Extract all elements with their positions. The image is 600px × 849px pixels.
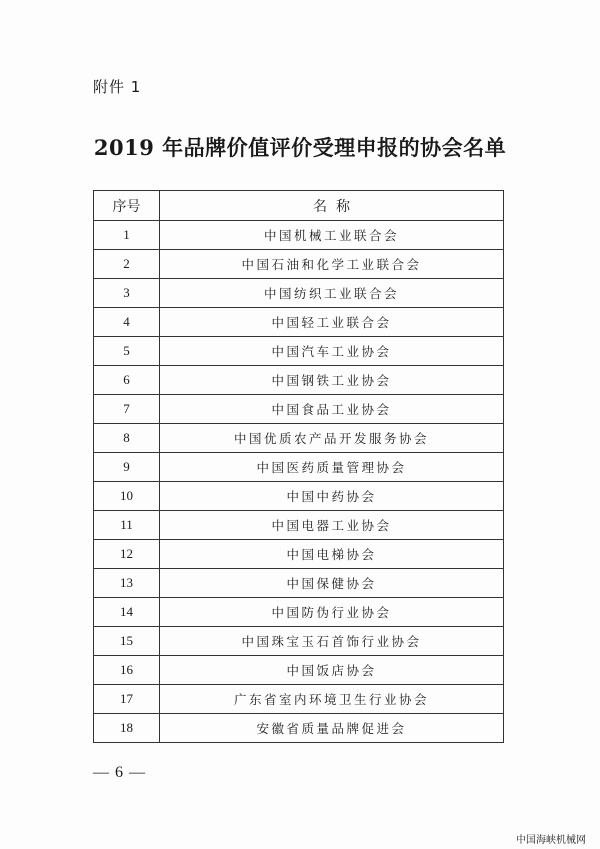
table-row bbox=[94, 453, 504, 482]
table-row bbox=[94, 308, 504, 337]
table-row bbox=[94, 221, 504, 250]
row-seq-cell: 7 bbox=[94, 395, 160, 424]
row-name-cell: 中国优质农产品开发服务协会 bbox=[160, 424, 504, 453]
document-title: 2019 年品牌价值评价受理申报的协会名单 bbox=[93, 135, 507, 160]
row-seq-cell: 17 bbox=[94, 685, 160, 714]
row-name-cell: 安徽省质量品牌促进会 bbox=[160, 714, 504, 743]
row-seq-cell: 16 bbox=[94, 656, 160, 685]
table-row bbox=[94, 685, 504, 714]
row-seq-cell: 8 bbox=[94, 424, 160, 453]
row-name-cell: 中国食品工业协会 bbox=[160, 395, 504, 424]
table-row bbox=[94, 598, 504, 627]
table-row bbox=[94, 656, 504, 685]
table-row bbox=[94, 279, 504, 308]
row-seq-cell: 2 bbox=[94, 250, 160, 279]
row-name-cell: 中国汽车工业协会 bbox=[160, 337, 504, 366]
row-name-cell: 中国电器工业协会 bbox=[160, 511, 504, 540]
table-row bbox=[94, 395, 504, 424]
row-name-cell: 中国轻工业联合会 bbox=[160, 308, 504, 337]
table-row bbox=[94, 337, 504, 366]
table-row bbox=[94, 424, 504, 453]
row-seq-cell: 4 bbox=[94, 308, 160, 337]
row-seq-cell: 18 bbox=[94, 714, 160, 743]
row-name-cell: 中国石油和化学工业联合会 bbox=[160, 250, 504, 279]
page-number: — 6 — bbox=[93, 764, 146, 781]
row-seq-cell: 15 bbox=[94, 627, 160, 656]
row-seq-cell: 11 bbox=[94, 511, 160, 540]
table-row bbox=[94, 511, 504, 540]
association-table bbox=[93, 190, 504, 743]
row-seq-cell: 12 bbox=[94, 540, 160, 569]
table-row bbox=[94, 569, 504, 598]
row-seq-cell: 10 bbox=[94, 482, 160, 511]
table-body bbox=[94, 221, 504, 743]
column-header-name: 名 称 bbox=[160, 191, 504, 221]
row-seq-cell: 3 bbox=[94, 279, 160, 308]
row-name-cell: 中国机械工业联合会 bbox=[160, 221, 504, 250]
row-seq-cell: 13 bbox=[94, 569, 160, 598]
row-seq-cell: 9 bbox=[94, 453, 160, 482]
row-name-cell: 中国纺织工业联合会 bbox=[160, 279, 504, 308]
row-seq-cell: 14 bbox=[94, 598, 160, 627]
row-name-cell: 中国电梯协会 bbox=[160, 540, 504, 569]
table-header-row bbox=[94, 191, 504, 221]
row-name-cell: 中国保健协会 bbox=[160, 569, 504, 598]
row-seq-cell: 1 bbox=[94, 221, 160, 250]
row-name-cell: 中国中药协会 bbox=[160, 482, 504, 511]
table-row bbox=[94, 627, 504, 656]
attachment-label: 附件 1 bbox=[93, 78, 142, 96]
table-row bbox=[94, 250, 504, 279]
row-name-cell: 中国珠宝玉石首饰行业协会 bbox=[160, 627, 504, 656]
table-row bbox=[94, 540, 504, 569]
table-row bbox=[94, 482, 504, 511]
row-name-cell: 中国防伪行业协会 bbox=[160, 598, 504, 627]
table-row bbox=[94, 366, 504, 395]
row-name-cell: 中国饭店协会 bbox=[160, 656, 504, 685]
row-name-cell: 中国钢铁工业协会 bbox=[160, 366, 504, 395]
row-seq-cell: 5 bbox=[94, 337, 160, 366]
column-header-seq: 序号 bbox=[94, 191, 160, 221]
row-name-cell: 中国医药质量管理协会 bbox=[160, 453, 504, 482]
row-name-cell: 广东省室内环境卫生行业协会 bbox=[160, 685, 504, 714]
row-seq-cell: 6 bbox=[94, 366, 160, 395]
table-row bbox=[94, 714, 504, 743]
site-watermark: 中国海峡机械网 bbox=[516, 835, 586, 846]
